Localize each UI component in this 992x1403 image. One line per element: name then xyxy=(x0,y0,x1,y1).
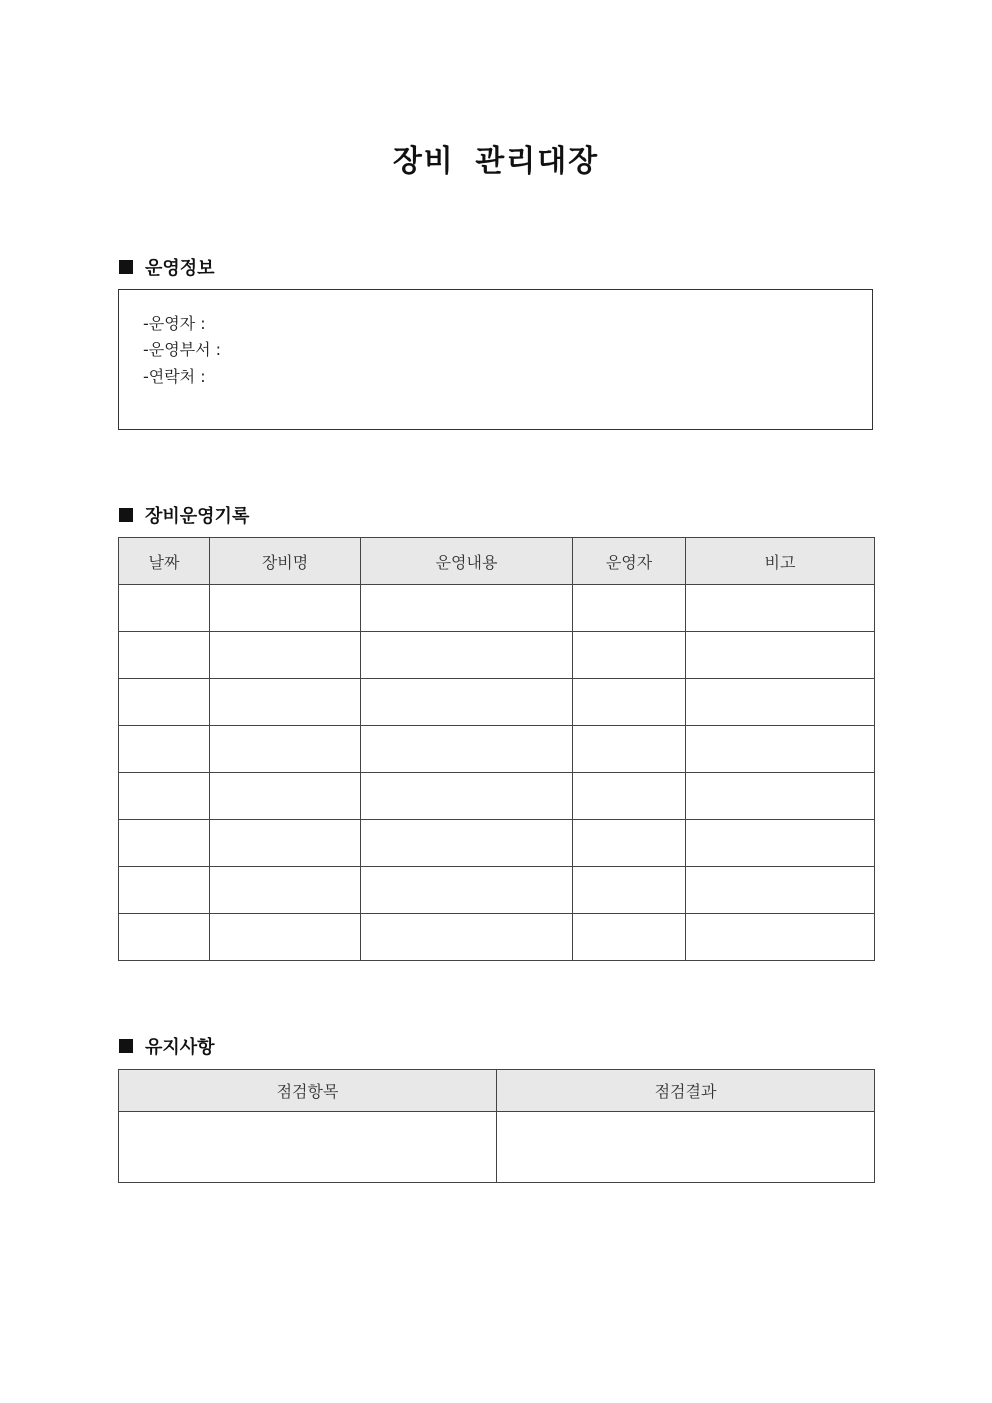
table-cell[interactable] xyxy=(686,773,875,820)
column-header-remarks: 비고 xyxy=(686,538,875,585)
table-cell[interactable] xyxy=(361,867,573,914)
page-title: 장비 관리대장 xyxy=(392,144,600,179)
table-cell[interactable] xyxy=(686,726,875,773)
contact-field[interactable]: -연락처 : xyxy=(143,367,206,386)
operation-info-box xyxy=(118,289,873,430)
table-cell[interactable] xyxy=(361,914,573,961)
table-row xyxy=(119,773,875,820)
table-row xyxy=(119,867,875,914)
table-cell[interactable] xyxy=(119,585,210,632)
square-bullet-icon xyxy=(119,1039,133,1053)
table-cell[interactable] xyxy=(361,820,573,867)
table-cell[interactable] xyxy=(573,726,686,773)
table-cell[interactable] xyxy=(210,585,361,632)
table-cell[interactable] xyxy=(361,679,573,726)
column-header-inspection-item: 점검항목 xyxy=(119,1070,497,1112)
column-header-inspection-result: 점검결과 xyxy=(497,1070,875,1112)
table-cell[interactable] xyxy=(361,773,573,820)
section-heading-operation-info xyxy=(119,254,215,280)
table-cell[interactable] xyxy=(119,820,210,867)
column-header-operator: 운영자 xyxy=(573,538,686,585)
column-header-equipment-name: 장비명 xyxy=(210,538,361,585)
table-cell[interactable] xyxy=(210,820,361,867)
section-heading-label: 유지사항 xyxy=(145,1037,215,1058)
table-cell[interactable] xyxy=(210,773,361,820)
table-cell[interactable] xyxy=(210,914,361,961)
department-field[interactable]: -운영부서 : xyxy=(143,340,222,359)
table-cell[interactable] xyxy=(686,679,875,726)
table-cell[interactable] xyxy=(119,914,210,961)
table-row xyxy=(119,820,875,867)
table-row xyxy=(119,679,875,726)
table-row xyxy=(119,726,875,773)
table-cell[interactable] xyxy=(686,820,875,867)
table-cell[interactable] xyxy=(119,679,210,726)
table-cell[interactable] xyxy=(573,585,686,632)
table-cell[interactable] xyxy=(573,773,686,820)
table-row xyxy=(119,632,875,679)
table-cell[interactable] xyxy=(497,1112,875,1183)
square-bullet-icon xyxy=(119,508,133,522)
table-header-row xyxy=(119,1070,875,1112)
table-cell[interactable] xyxy=(210,679,361,726)
table-cell[interactable] xyxy=(361,632,573,679)
section-heading-equipment-log xyxy=(119,502,249,528)
table-cell[interactable] xyxy=(686,867,875,914)
table-cell[interactable] xyxy=(573,632,686,679)
maintenance-table xyxy=(118,1069,875,1183)
table-cell[interactable] xyxy=(361,585,573,632)
table-cell[interactable] xyxy=(119,1112,497,1183)
table-cell[interactable] xyxy=(573,914,686,961)
table-cell[interactable] xyxy=(210,726,361,773)
table-cell[interactable] xyxy=(119,867,210,914)
table-cell[interactable] xyxy=(686,585,875,632)
table-cell[interactable] xyxy=(210,867,361,914)
section-heading-label: 장비운영기록 xyxy=(145,506,250,527)
column-header-operation-content: 운영내용 xyxy=(361,538,573,585)
table-header-row xyxy=(119,538,875,585)
table-cell[interactable] xyxy=(573,867,686,914)
square-bullet-icon xyxy=(119,260,133,274)
section-heading-maintenance xyxy=(119,1033,215,1059)
column-header-date: 날짜 xyxy=(119,538,210,585)
table-cell[interactable] xyxy=(686,914,875,961)
equipment-log-table xyxy=(118,537,875,961)
section-heading-label: 운영정보 xyxy=(145,258,215,279)
table-row xyxy=(119,1112,875,1183)
table-cell[interactable] xyxy=(119,632,210,679)
table-cell[interactable] xyxy=(686,632,875,679)
table-cell[interactable] xyxy=(573,679,686,726)
table-cell[interactable] xyxy=(119,726,210,773)
table-cell[interactable] xyxy=(573,820,686,867)
table-cell[interactable] xyxy=(210,632,361,679)
table-cell[interactable] xyxy=(119,773,210,820)
table-row xyxy=(119,585,875,632)
table-cell[interactable] xyxy=(361,726,573,773)
table-row xyxy=(119,914,875,961)
operator-field[interactable]: -운영자 : xyxy=(143,314,206,333)
